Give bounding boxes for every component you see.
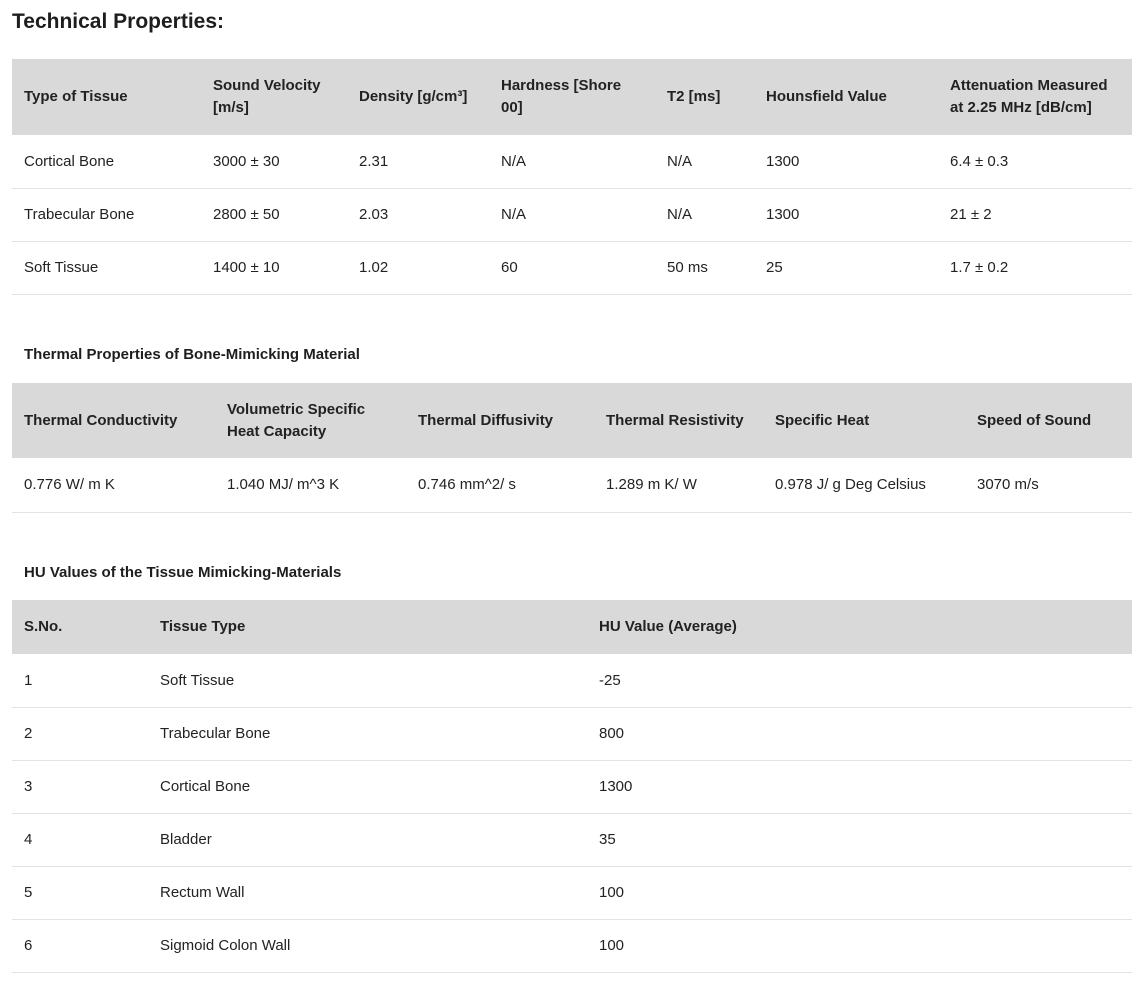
table-cell: 60 xyxy=(489,241,655,294)
table-row xyxy=(12,241,1132,294)
table-cell: -25 xyxy=(587,654,1132,707)
table-cell: 100 xyxy=(587,919,1132,972)
table-cell: 35 xyxy=(587,813,1132,866)
table-cell: 1.02 xyxy=(347,241,489,294)
table-cell: Bladder xyxy=(148,813,587,866)
table-row xyxy=(12,919,1132,972)
thermal-properties-table xyxy=(12,383,1132,513)
table-cell: 2 xyxy=(12,707,148,760)
table-cell: 25 xyxy=(754,241,938,294)
column-header: Specific Heat xyxy=(763,383,965,458)
thermal-properties-title: Thermal Properties of Bone-Mimicking Material xyxy=(24,346,360,363)
table-cell: Trabecular Bone xyxy=(12,188,201,241)
table-cell: 5 xyxy=(12,866,148,919)
page-title: Technical Properties: xyxy=(12,10,225,33)
table-cell: 1 xyxy=(12,654,148,707)
table-header-row xyxy=(12,600,1132,654)
table-row xyxy=(12,188,1132,241)
table-cell: 1300 xyxy=(587,760,1132,813)
table-cell: 3 xyxy=(12,760,148,813)
column-header: Thermal Resistivity xyxy=(594,383,763,458)
table-cell: N/A xyxy=(655,188,754,241)
table-cell: Soft Tissue xyxy=(12,241,201,294)
table-cell: 0.776 W/ m K xyxy=(12,458,215,512)
table-row xyxy=(12,135,1132,188)
table-cell: N/A xyxy=(655,135,754,188)
table-row xyxy=(12,866,1132,919)
table-header-row xyxy=(12,383,1132,458)
table-cell: 1.7 ± 0.2 xyxy=(938,241,1132,294)
table-cell: 1.289 m K/ W xyxy=(594,458,763,512)
table-cell: Trabecular Bone xyxy=(148,707,587,760)
table-cell: 3070 m/s xyxy=(965,458,1132,512)
column-header: Hounsfield Value xyxy=(754,59,938,135)
table-cell: 6 xyxy=(12,919,148,972)
column-header: Thermal Diffusivity xyxy=(406,383,594,458)
table-cell: 1400 ± 10 xyxy=(201,241,347,294)
column-header: Density [g/cm³] xyxy=(347,59,489,135)
column-header: Sound Velocity [m/s] xyxy=(201,59,347,135)
table-cell: 2.31 xyxy=(347,135,489,188)
table-cell: N/A xyxy=(489,188,655,241)
table-cell: 4 xyxy=(12,813,148,866)
table-row xyxy=(12,458,1132,512)
column-header: Tissue Type xyxy=(148,600,587,654)
table-cell: 2.03 xyxy=(347,188,489,241)
technical-properties-table xyxy=(12,59,1132,295)
table-header-row xyxy=(12,59,1132,135)
table-cell: 6.4 ± 0.3 xyxy=(938,135,1132,188)
table-cell: 1.040 MJ/ m^3 K xyxy=(215,458,406,512)
table-cell: 21 ± 2 xyxy=(938,188,1132,241)
hu-values-table xyxy=(12,600,1132,973)
table-cell: Cortical Bone xyxy=(12,135,201,188)
column-header: Thermal Conductivity xyxy=(12,383,215,458)
table-cell: 0.978 J/ g Deg Celsius xyxy=(763,458,965,512)
table-cell: 2800 ± 50 xyxy=(201,188,347,241)
table-cell: Cortical Bone xyxy=(148,760,587,813)
table-cell: 1300 xyxy=(754,188,938,241)
column-header: Volumetric Specific Heat Capacity xyxy=(215,383,406,458)
table-row xyxy=(12,813,1132,866)
table-row xyxy=(12,760,1132,813)
hu-values-title: HU Values of the Tissue Mimicking-Materials xyxy=(24,564,342,581)
table-cell: 50 ms xyxy=(655,241,754,294)
column-header: Type of Tissue xyxy=(12,59,201,135)
table-cell: 800 xyxy=(587,707,1132,760)
table-cell: Rectum Wall xyxy=(148,866,587,919)
table-cell: 1300 xyxy=(754,135,938,188)
table-cell: 0.746 mm^2/ s xyxy=(406,458,594,512)
column-header: Attenuation Measured at 2.25 MHz [dB/cm] xyxy=(938,59,1132,135)
column-header: T2 [ms] xyxy=(655,59,754,135)
table-row xyxy=(12,707,1132,760)
table-cell: Soft Tissue xyxy=(148,654,587,707)
table-cell: Sigmoid Colon Wall xyxy=(148,919,587,972)
column-header: Speed of Sound xyxy=(965,383,1132,458)
column-header: S.No. xyxy=(12,600,148,654)
table-cell: N/A xyxy=(489,135,655,188)
column-header: HU Value (Average) xyxy=(587,600,1132,654)
table-row xyxy=(12,654,1132,707)
column-header: Hardness [Shore 00] xyxy=(489,59,655,135)
table-cell: 100 xyxy=(587,866,1132,919)
table-cell: 3000 ± 30 xyxy=(201,135,347,188)
